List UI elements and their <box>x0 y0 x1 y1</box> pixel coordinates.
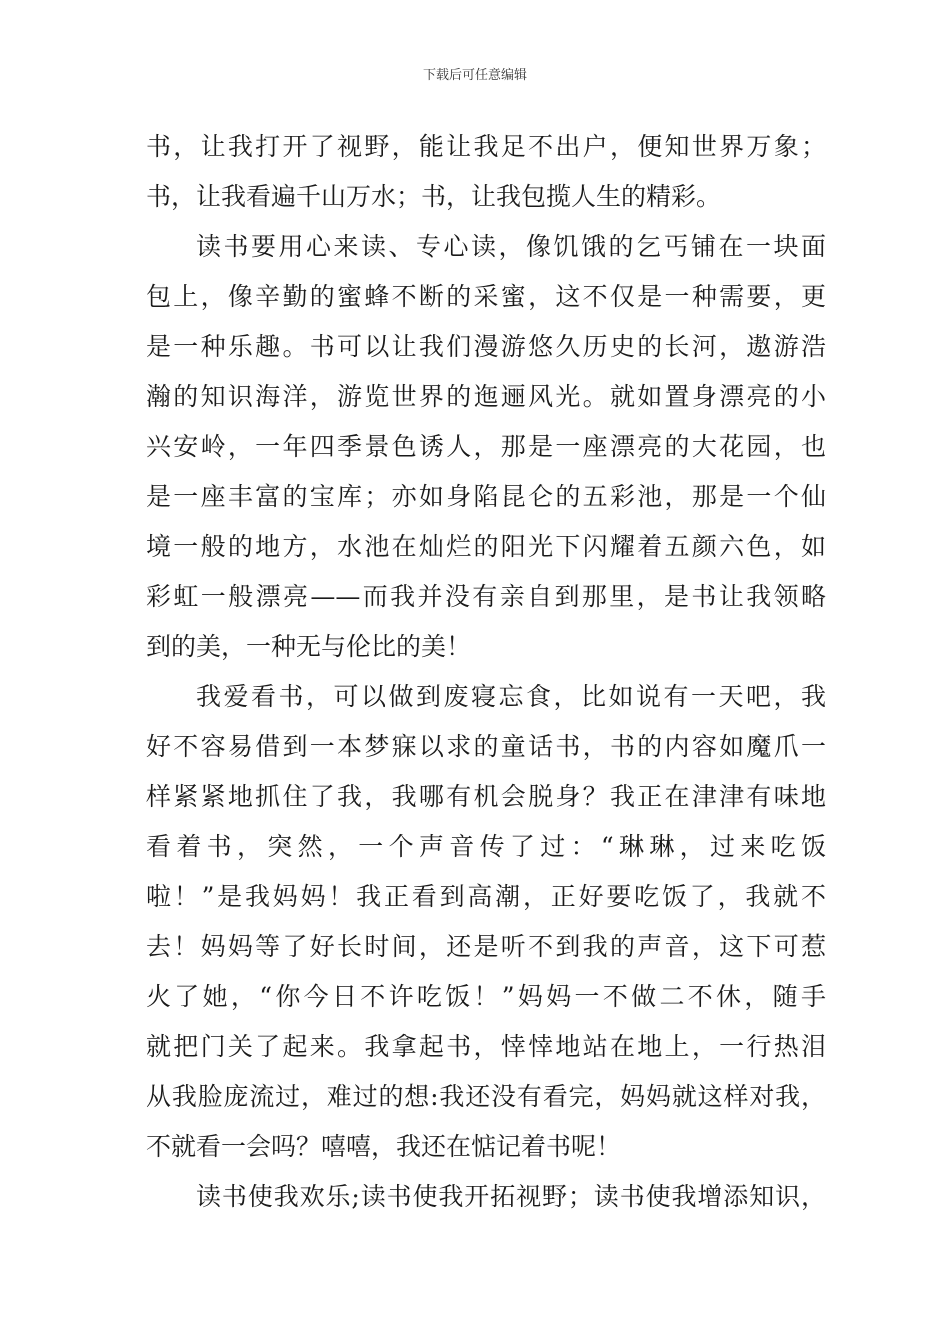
text-line: 到的美，一种无与伦比的美！ <box>146 632 472 661</box>
text-line: 看着书，突然，一个声音传了过：“琳琳，过来吃饭 <box>146 832 826 861</box>
text-line: 瀚的知识海洋，游览世界的迤逦风光。就如置身漂亮的小 <box>146 382 826 411</box>
text-line: 彩虹一般漂亮——而我并没有亲自到那里，是书让我领略 <box>146 582 826 611</box>
text-line: 书，让我打开了视野，能让我足不出户，便知世界万象； <box>146 132 826 161</box>
page-header: 下载后可任意编辑 <box>422 68 527 83</box>
text-line: 我爱看书，可以做到废寝忘食，比如说有一天吧，我 <box>196 682 826 711</box>
text-line: 从我脸庞流过，难过的想:我还没有看完，妈妈就这样对我， <box>146 1082 826 1111</box>
text-line: 兴安岭，一年四季景色诱人，那是一座漂亮的大花园，也 <box>146 432 826 461</box>
text-line: 是一座丰富的宝库；亦如身陷昆仑的五彩池，那是一个仙 <box>146 482 826 511</box>
text-line: 书，让我看遍千山万水；书，让我包揽人生的精彩。 <box>146 182 722 211</box>
text-line: 境一般的地方，水池在灿烂的阳光下闪耀着五颜六色，如 <box>146 532 826 561</box>
text-line: 读书要用心来读、专心读，像饥饿的乞丐铺在一块面 <box>196 232 826 261</box>
text-line: 样紧紧地抓住了我，我哪有机会脱身？我正在津津有味地 <box>146 782 826 811</box>
body-text <box>146 122 826 1222</box>
text-line: 去！妈妈等了好长时间，还是听不到我的声音，这下可惹 <box>146 932 826 961</box>
text-line: 读书使我欢乐;读书使我开拓视野；读书使我增添知识， <box>196 1182 826 1211</box>
text-line: 不就看一会吗？嘻嘻，我还在惦记着书呢！ <box>146 1132 622 1161</box>
text-line: 火了她，“你今日不许吃饭！”妈妈一不做二不休，随手 <box>146 982 826 1011</box>
text-line: 包上，像辛勤的蜜蜂不断的采蜜，这不仅是一种需要，更 <box>146 282 826 311</box>
text-line: 啦！”是我妈妈！我正看到高潮，正好要吃饭了，我就不 <box>146 882 826 911</box>
text-line: 是一种乐趣。书可以让我们漫游悠久历史的长河，遨游浩 <box>146 332 826 361</box>
text-line: 就把门关了起来。我拿起书，悻悻地站在地上，一行热泪 <box>146 1032 826 1061</box>
text-line: 好不容易借到一本梦寐以求的童话书，书的内容如魔爪一 <box>146 732 826 761</box>
